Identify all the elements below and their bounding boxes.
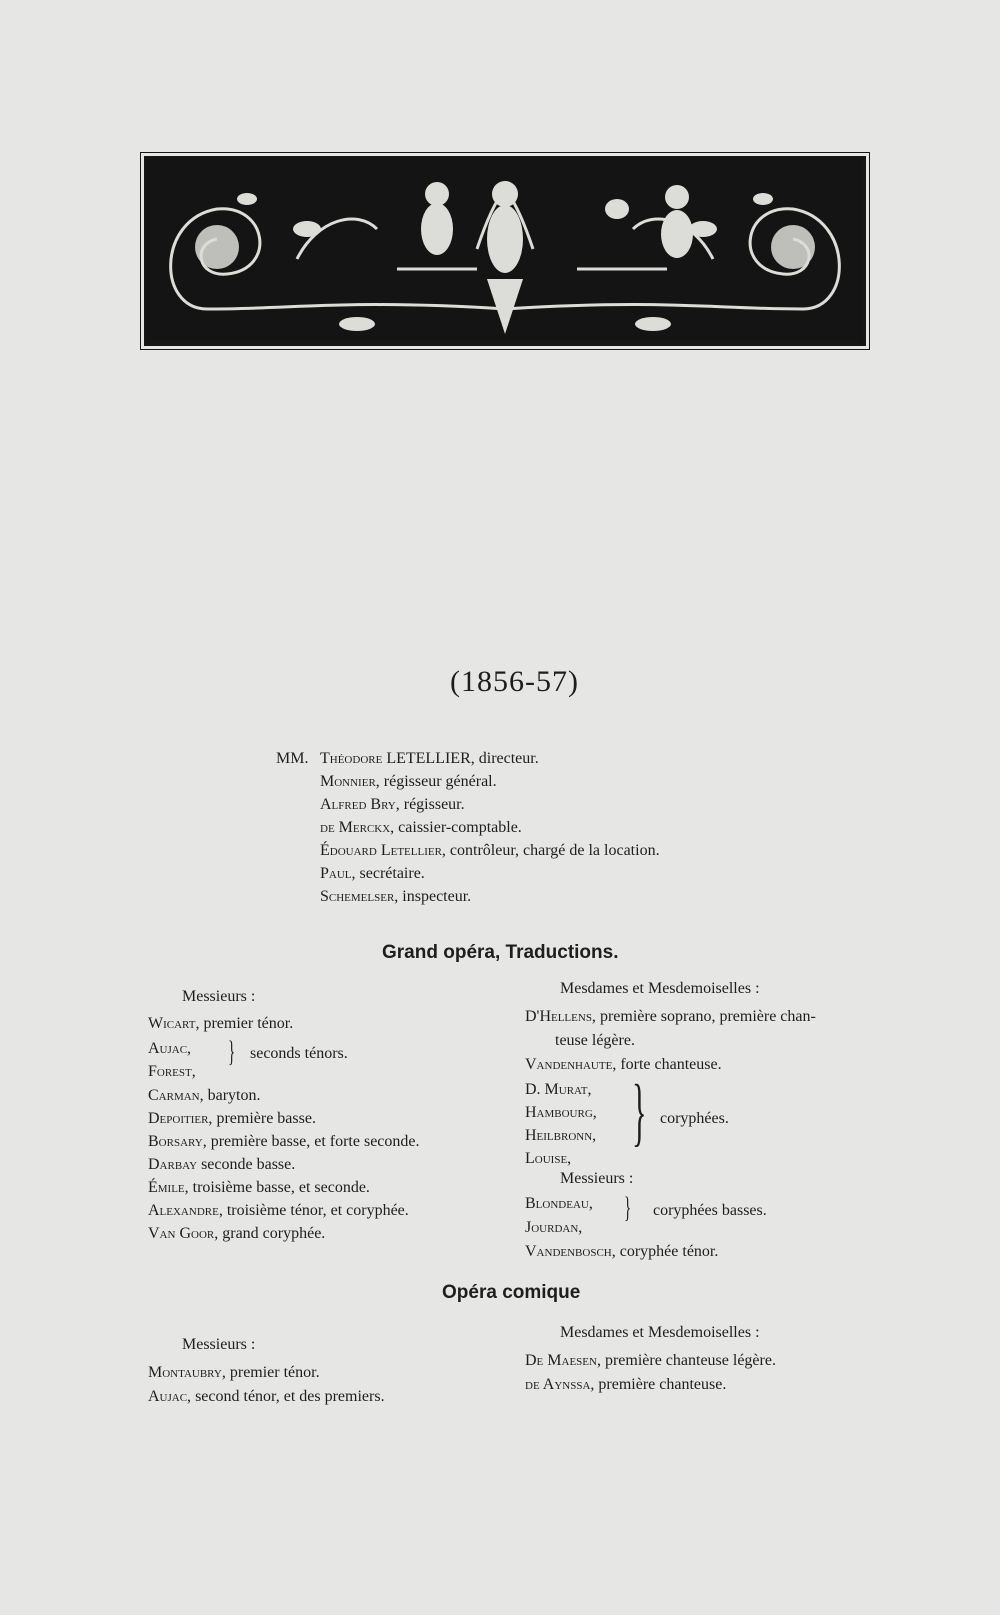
singer-role: premier ténor. [203, 1015, 294, 1032]
cast-line [148, 1063, 196, 1081]
staff-role: contrôleur, chargé de la location. [449, 842, 660, 859]
staff-line [320, 750, 539, 768]
singer-name: De Maesen, [525, 1352, 601, 1369]
singer-role: première chanteuse. [598, 1376, 727, 1393]
group-brace: } [624, 1191, 632, 1224]
singer-role: première basse, et forte seconde. [210, 1133, 420, 1150]
singer-role: première chanteuse légère. [604, 1352, 776, 1369]
staff-name: Monnier, [320, 773, 380, 790]
singer-role: premier ténor. [229, 1364, 320, 1381]
cast-line [525, 1104, 597, 1122]
column-header: Messieurs : [182, 1336, 256, 1353]
singer-role: forte chanteuse. [620, 1056, 722, 1073]
singer-name: Louise, [525, 1150, 572, 1167]
section-heading-grand-opera: Grand opéra, Traductions. [382, 942, 619, 963]
singer-name: Forest, [148, 1063, 196, 1080]
cast-line [148, 1388, 385, 1406]
staff-name: de Merckx, [320, 819, 395, 836]
singer-name: Aujac, [148, 1040, 192, 1057]
staff-name: Édouard Letellier, [320, 842, 446, 859]
staff-role: régisseur général. [383, 773, 497, 790]
column-header: Messieurs : [560, 1170, 634, 1187]
singer-name: de Aynssa, [525, 1376, 595, 1393]
staff-name: Paul, [320, 865, 356, 882]
singer-name: Wicart, [148, 1015, 200, 1032]
decorative-arabesque-banner-icon [144, 156, 866, 346]
singer-role: grand coryphée. [222, 1225, 326, 1242]
column-header: Mesdames et Mesdemoiselles : [560, 1324, 760, 1341]
singer-name: Vandenbosch, [525, 1243, 616, 1260]
cast-line [525, 1376, 726, 1394]
group-label: coryphées basses. [653, 1202, 767, 1219]
singer-name: Émile, [148, 1179, 189, 1196]
cast-line [525, 1243, 718, 1261]
cast-line [525, 1219, 582, 1237]
singer-name: Vandenhaute, [525, 1056, 617, 1073]
cast-line [148, 1225, 325, 1243]
staff-line [320, 865, 425, 883]
singer-role: second ténor, et des premiers. [195, 1388, 385, 1405]
singer-name: Alexandre, [148, 1202, 223, 1219]
season-year: (1856-57) [450, 665, 579, 698]
cast-line [148, 1133, 420, 1151]
group-label: coryphées. [660, 1110, 729, 1127]
staff-role: inspecteur. [402, 888, 472, 905]
singer-role: seconde basse. [201, 1156, 296, 1173]
cast-line-continuation: teuse légère. [555, 1032, 635, 1049]
staff-name: Schemelser, [320, 888, 399, 905]
singer-role: première soprano, première chan- [599, 1008, 816, 1025]
staff-line [320, 842, 660, 860]
singer-role: troisième ténor, et coryphée. [226, 1202, 409, 1219]
group-brace: } [228, 1035, 236, 1068]
staff-line [320, 888, 471, 906]
staff-name: Théodore LETELLIER, [320, 750, 475, 767]
staff-role: directeur. [478, 750, 539, 767]
cast-line [525, 1056, 722, 1074]
cast-line [525, 1195, 593, 1213]
singer-name: Heilbronn, [525, 1127, 597, 1144]
singer-name: Montaubry, [148, 1364, 226, 1381]
cast-line [148, 1364, 320, 1382]
singer-role: coryphée ténor. [619, 1243, 719, 1260]
cast-line [148, 1015, 293, 1033]
column-header: Mesdames et Mesdemoiselles : [560, 980, 760, 997]
singer-name: Carman, [148, 1087, 204, 1104]
cast-line [148, 1179, 370, 1197]
singer-name: D'Hellens, [525, 1008, 596, 1025]
cast-line [525, 1127, 596, 1145]
cast-line [148, 1156, 295, 1174]
staff-line [320, 773, 497, 791]
singer-name: Jourdan, [525, 1219, 583, 1236]
group-label: seconds ténors. [250, 1045, 348, 1062]
cast-line [525, 1008, 816, 1026]
singer-name: Hambourg, [525, 1104, 597, 1121]
group-brace: } [632, 1070, 647, 1154]
section-heading-opera-comique: Opéra comique [442, 1282, 581, 1303]
cast-line [148, 1202, 409, 1220]
singer-role: première basse. [216, 1110, 316, 1127]
singer-role: baryton. [207, 1087, 261, 1104]
cast-line [148, 1040, 191, 1058]
staff-line [320, 819, 522, 837]
singer-name: Borsary, [148, 1133, 207, 1150]
singer-name: Depoitier, [148, 1110, 213, 1127]
singer-name: Van Goor, [148, 1225, 219, 1242]
staff-line [320, 796, 465, 814]
singer-name: Blondeau, [525, 1195, 593, 1212]
staff-role: caissier-comptable. [398, 819, 522, 836]
staff-role: régisseur. [403, 796, 465, 813]
column-header: Messieurs : [182, 988, 256, 1005]
cast-line [525, 1150, 571, 1168]
staff-prefix: MM. [276, 750, 309, 767]
cast-line [148, 1087, 261, 1105]
cast-line [148, 1110, 316, 1128]
singer-name: Darbay [148, 1156, 198, 1173]
cast-line [525, 1081, 592, 1099]
singer-name: Aujac, [148, 1388, 192, 1405]
staff-name: Alfred Bry, [320, 796, 400, 813]
singer-role: troisième basse, et seconde. [192, 1179, 370, 1196]
staff-role: secrétaire. [359, 865, 425, 882]
cast-line [525, 1352, 776, 1370]
singer-name: D. Murat, [525, 1081, 592, 1098]
